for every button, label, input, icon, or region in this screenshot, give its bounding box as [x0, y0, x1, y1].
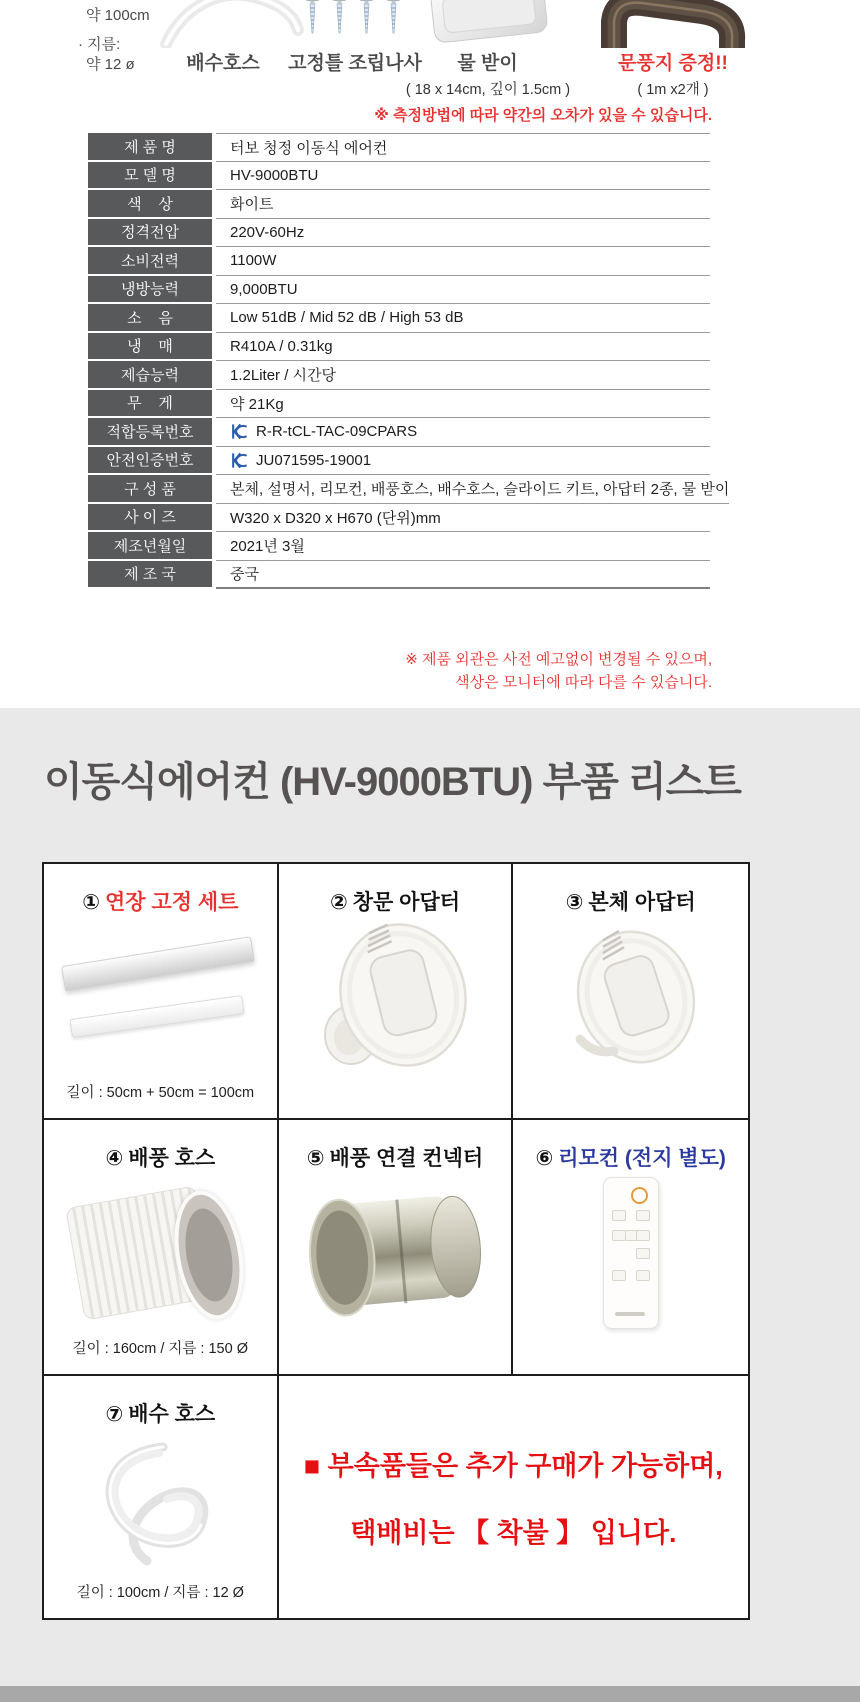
spec-row: 제 조 국 중국 — [88, 561, 710, 590]
spec-value: 화이트 — [230, 196, 274, 214]
measurement-note: ※ 측정방법에 따라 약간의 오차가 있을 수 있습니다. — [374, 107, 712, 124]
drain-hose-image — [158, 0, 308, 48]
body-adapter-image — [546, 917, 716, 1077]
spec-value: 1100W — [230, 252, 277, 270]
spec-row: 무 게 약 21Kg — [88, 390, 710, 419]
parts-section-title: 이동식에어컨 (HV-9000BTU) 부품 리스트 — [44, 760, 741, 804]
spec-value: 약 21Kg — [230, 395, 284, 413]
part-number: ⑦ — [105, 1403, 124, 1426]
part-cell-drain-hose — [44, 1376, 279, 1618]
accessory-label-drain-hose: 배수호스 — [186, 53, 260, 74]
parts-notice-cell — [279, 1376, 748, 1618]
spec-row: 안전인증번호 JU071595-19001 — [88, 447, 710, 476]
accessory-sub-draft-stopper: ( 1m x2개 ) — [637, 82, 709, 98]
parts-notice-line2: 택배비는 【 착불 】 입니다. — [350, 1518, 677, 1548]
kc-certification-icon — [230, 451, 249, 470]
connector-image — [302, 1185, 488, 1322]
part-cell-extension-kit — [44, 864, 279, 1120]
water-tray-image — [429, 0, 548, 44]
part-cell-connector — [279, 1120, 514, 1376]
part-caption: 길이 : 100cm / 지름 : 12 Ø — [76, 1585, 244, 1601]
window-adapter-image — [307, 913, 483, 1081]
accessory-sub-tray: ( 18 x 14cm, 깊이 1.5cm ) — [405, 82, 571, 98]
spec-value: Low 51dB / Mid 52 dB / High 53 dB — [230, 309, 464, 327]
remote-image — [603, 1177, 659, 1329]
kc-certification-icon — [230, 422, 249, 441]
part-number: ② — [329, 891, 348, 914]
part-name: 연장 고정 세트 — [105, 891, 239, 914]
spec-value: 1.2Liter / 시간당 — [230, 367, 337, 385]
part-caption: 길이 : 50cm + 50cm = 100cm — [66, 1085, 255, 1101]
part-name: 본체 아답터 — [588, 891, 696, 914]
part-cell-body-adapter — [513, 864, 748, 1120]
part-number: ⑤ — [306, 1147, 325, 1170]
appearance-note-line1: ※ 제품 외관은 사전 예고없이 변경될 수 있으며, — [405, 651, 712, 668]
parts-grid — [42, 862, 750, 1620]
spec-row: 모 델 명 HV-9000BTU — [88, 162, 710, 191]
part-cell-remote — [513, 1120, 748, 1376]
draft-stopper-image — [598, 0, 748, 48]
screws-image — [300, 0, 412, 37]
accessory-label-tray: 물 받이 — [457, 53, 518, 74]
accessories-strip — [0, 0, 860, 132]
spec-row: 색 상 화이트 — [88, 190, 710, 219]
spec-table — [88, 133, 730, 589]
part-cell-window-adapter — [279, 864, 514, 1120]
spec-row: 제 품 명 터보 청정 이동식 에어컨 — [88, 133, 710, 162]
part-cell-exhaust-hose — [44, 1120, 279, 1376]
accessory-label-draft-stopper: 문풍지 증정!! — [618, 53, 728, 74]
appearance-note — [312, 648, 712, 694]
spec-row: 적합등록번호 R-R-tCL-TAC-09CPARS — [88, 418, 710, 447]
water-tray-inner — [441, 0, 536, 34]
spec-value: 220V-60Hz — [230, 223, 305, 241]
spec-value: 9,000BTU — [230, 280, 298, 298]
spec-value: R410A / 0.31kg — [230, 337, 333, 355]
part-caption: 길이 : 160cm / 지름 : 150 Ø — [72, 1341, 248, 1357]
spec-value: 터보 청정 이동식 에어컨 — [230, 139, 388, 157]
spec-value: HV-9000BTU — [230, 166, 319, 184]
part-name: 배풍 호스 — [128, 1147, 216, 1170]
spec-row: 소 음 Low 51dB / Mid 52 dB / High 53 dB — [88, 304, 710, 333]
remote-power-button-icon — [631, 1187, 648, 1204]
spec-value: 중국 — [230, 566, 259, 584]
parts-notice-line1: ■ 부속품들은 추가 구매가 가능하며, — [303, 1451, 723, 1481]
part-name: 리모컨 (전지 별도) — [558, 1147, 726, 1170]
spec-row: 냉방능력 9,000BTU — [88, 276, 710, 305]
spec-row: 냉 매 R410A / 0.31kg — [88, 333, 710, 362]
hose-length-text: 약 100cm — [86, 7, 150, 24]
spec-row: 구 성 품 본체, 설명서, 리모컨, 배풍호스, 배수호스, 슬라이드 키트, 아답터 2종, 물 받이 — [88, 475, 710, 504]
spec-row: 제조년월일 2021년 3월 — [88, 532, 710, 561]
part-number: ⑥ — [535, 1147, 554, 1170]
part-number: ④ — [105, 1147, 124, 1170]
section-divider-bar — [0, 1686, 860, 1702]
spec-value: R-R-tCL-TAC-09CPARS — [256, 423, 418, 441]
appearance-note-line2: 색상은 모니터에 따라 다를 수 있습니다. — [455, 674, 712, 691]
remote-brand-logo — [615, 1312, 645, 1316]
drain-hose-coil-image — [75, 1433, 245, 1573]
spec-value: 2021년 3월 — [230, 538, 305, 556]
spec-row: 제습능력 1.2Liter / 시간당 — [88, 361, 710, 390]
part-name: 배수 호스 — [128, 1403, 216, 1426]
hose-dimensions — [78, 2, 150, 102]
part-name: 창문 아답터 — [352, 891, 461, 914]
spec-row: 소비전력 1100W — [88, 247, 710, 276]
hose-diameter-label: · 지름: — [78, 36, 121, 53]
extension-kit-image — [60, 937, 260, 1057]
part-number: ① — [82, 891, 101, 914]
accessory-label-screws: 고정틀 조립나사 — [288, 53, 422, 74]
hose-diameter-text: 약 12 ø — [86, 56, 135, 73]
spec-row: 정격전압 220V-60Hz — [88, 219, 710, 248]
exhaust-hose-image — [60, 1178, 260, 1328]
spec-value: JU071595-19001 — [256, 451, 372, 469]
spec-value: 본체, 설명서, 리모컨, 배풍호스, 배수호스, 슬라이드 키트, 아답터 2종, 물 받이 — [230, 481, 730, 499]
part-number: ③ — [565, 891, 584, 914]
spec-row: 사 이 즈 W320 x D320 x H670 (단위)mm — [88, 504, 710, 533]
spec-value: W320 x D320 x H670 (단위)mm — [230, 509, 441, 527]
part-name: 배풍 연결 컨넥터 — [329, 1147, 484, 1170]
parts-section — [0, 708, 860, 1702]
